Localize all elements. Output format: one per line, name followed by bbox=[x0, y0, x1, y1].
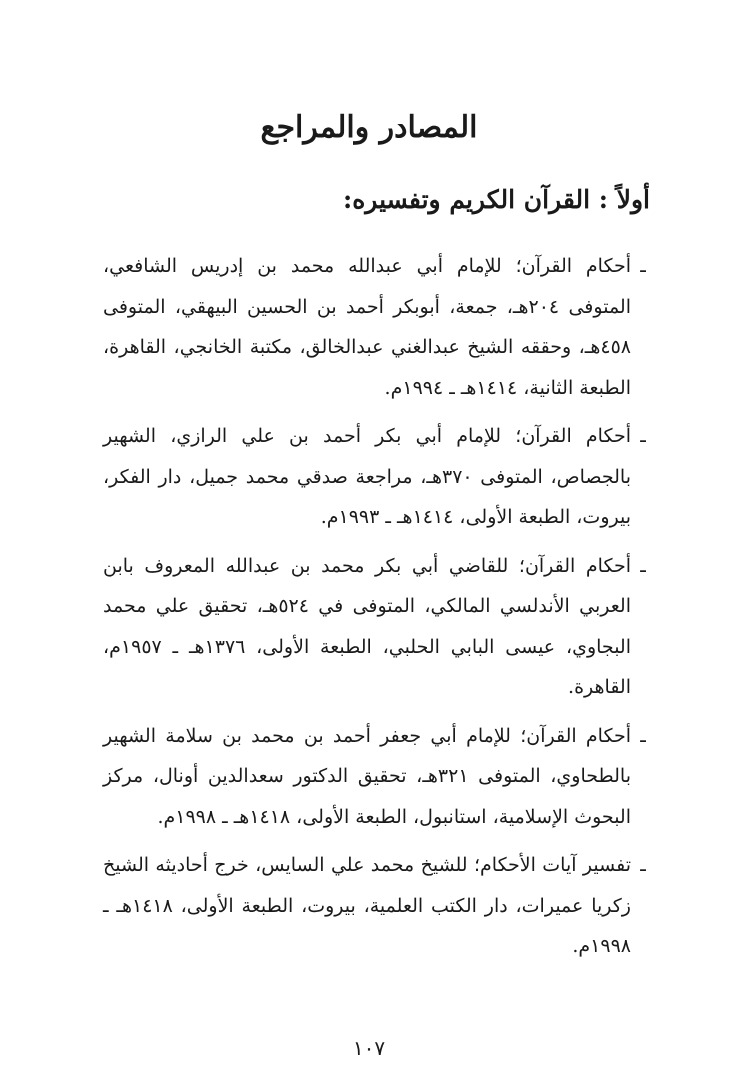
reference-entry bbox=[103, 716, 655, 838]
entry-dash: ـ bbox=[640, 425, 646, 447]
reference-text: أحكام القرآن؛ للإمام أبي بكر أحمد بن علي الرازي، الشهير بالجصاص، المتوفى ٣٧٠هـ، مراجعة صدقي محمد جميل، دار الفكر، بيروت، الطبعة الأولى، ١٤١٤هـ ـ ١٩٩٣م. bbox=[103, 425, 631, 528]
reference-entry bbox=[103, 845, 655, 967]
reference-text: تفسير آيات الأحكام؛ للشيخ محمد علي السايس، خرج أحاديثه الشيخ زكريا عميرات، دار الكتب العلمية، بيروت، الطبعة الأولى، ١٤١٨هـ ـ ١٩٩٨م. bbox=[103, 854, 631, 957]
section-heading: أولاً : القرآن الكريم وتفسيره: bbox=[342, 185, 650, 214]
references-list bbox=[103, 246, 655, 975]
reference-entry bbox=[103, 546, 655, 708]
page-number: ١٠٧ bbox=[352, 1036, 386, 1060]
reference-text: أحكام القرآن؛ للإمام أبي عبدالله محمد بن إدريس الشافعي، المتوفى ٢٠٤هـ، جمعة، أبوبكر أحمد بن الحسين البيهقي، المتوفى ٤٥٨هـ، وحققه الشيخ عبدالغني عبدالخالق، مكتبة الخانجي، القاهرة، الطبعة الثانية، ١٤١٤هـ ـ ١٩٩٤م. bbox=[103, 255, 631, 399]
entry-dash: ـ bbox=[640, 554, 646, 577]
reference-entry bbox=[103, 246, 655, 408]
reference-text: أحكام القرآن؛ للإمام أبي جعفر أحمد بن محمد بن سلامة الشهير بالطحاوي، المتوفى ٣٢١هـ، تحقيق الدكتور سعدالدين أونال، مركز البحوث الإسلامية، استانبول، الطبعة الأولى، ١٤١٨هـ ـ ١٩٩٨م. bbox=[103, 724, 631, 828]
reference-entry bbox=[103, 416, 655, 538]
entry-dash: ـ bbox=[640, 255, 646, 277]
reference-text: أحكام القرآن؛ للقاضي أبي بكر محمد بن عبدالله المعروف بابن العربي الأندلسي المالكي، المتوفى في ٥٢٤هـ، تحقيق علي محمد البجاوي، عيسى البابي الحلبي، الطبعة الأولى، ١٣٧٦هـ ـ ١٩٥٧م، القاهرة. bbox=[103, 554, 631, 698]
entry-dash: ـ bbox=[640, 854, 646, 876]
entry-dash: ـ bbox=[640, 724, 646, 747]
page-title: المصادر والمراجع bbox=[260, 110, 478, 145]
